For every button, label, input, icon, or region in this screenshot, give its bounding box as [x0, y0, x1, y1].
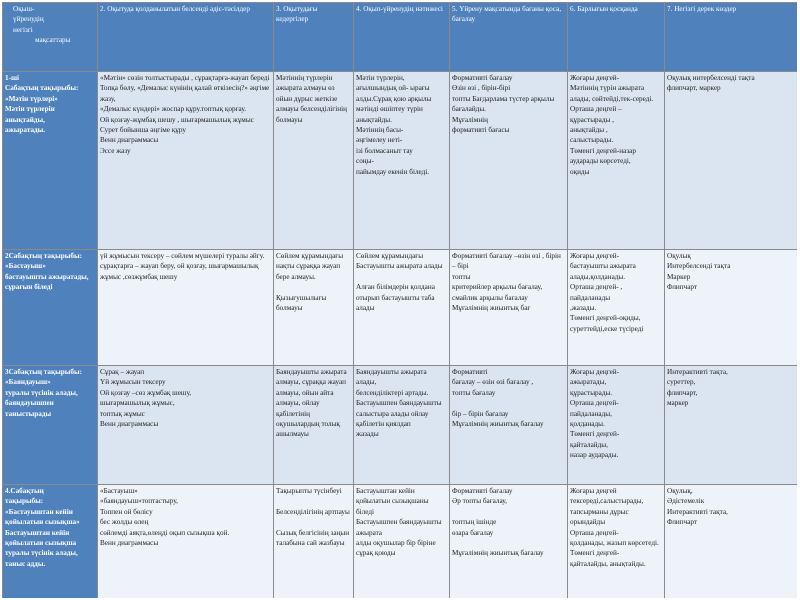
cell-line: Интерактивті тақта, — [667, 507, 728, 516]
cell-line: 2Сабақтың тақырыбы: «Бастауыш» — [5, 252, 82, 271]
cell-line: Ой қозғау –сөз жұмбақ шешу, — [100, 388, 192, 397]
table-cell — [274, 485, 354, 599]
cell-line: Белсенділігінің артпауы — [276, 507, 350, 516]
cell-line: 3. Оқытудағы кедергілер — [276, 5, 318, 24]
cell-line: Мұғалімнің — [452, 115, 489, 124]
table-cell — [665, 485, 798, 599]
cell-line: Сөйлем құрамындағы нақты сұраққа жауап бере алмауы. — [276, 252, 344, 281]
cell-line: критерийлер арқылы бағалау, смайлик арқылы бағалау — [452, 283, 543, 302]
table-cell — [665, 250, 798, 366]
cell-line: қайталайды, анықтайды. — [570, 559, 646, 568]
cell-line: тексереді,салыстырады, тапсырманы дұрыс орындайды — [570, 497, 644, 527]
cell-line: Оқулық интербелсенді тақта — [667, 74, 755, 82]
lesson-plan-table — [2, 2, 797, 598]
cell-line: Үй жұмысын тексеру — [100, 378, 166, 387]
cell-line: белсенділіктері артады. Бастауышпен баяндауышты салыстыра алады ойлау қабілетін қиялдап — [356, 388, 442, 429]
row-title-cell — [3, 72, 98, 250]
cell-line: Бастауыштан кейін қойылатын сызықшаны біледі — [356, 487, 429, 516]
cell-line: құрастырады. — [570, 388, 613, 397]
cell-line: Орташа деңгей- — [570, 528, 619, 537]
cell-line: Формативті бағалау –өзін өзі , бірін – бірі — [452, 252, 561, 271]
cell-line: Флипчарт — [667, 283, 698, 292]
cell-line: бастауышты ажыратады, сұрағын біледі — [5, 272, 89, 292]
cell-line: Баяндауышты ажырата алады, — [356, 368, 427, 387]
header-cell — [98, 3, 274, 72]
header-cell — [354, 3, 450, 72]
cell-line: «Бастауыштан кейін қойылатын сызықша» — [5, 507, 80, 527]
cell-line: топты Бағдарлама түстер арқылы бағалайды. — [452, 94, 555, 114]
table-cell — [665, 366, 798, 485]
cell-line: әңгімелеу неті- — [356, 136, 403, 145]
cell-line: Мәтін түрлерін, ағылшындық ой- ырағы алды.Сұрақ қою арқылы мәтінді өшіптеу түрін анықтайды. — [356, 74, 432, 124]
cell-line: Оқулық — [667, 252, 691, 260]
row-title-cell — [3, 250, 98, 366]
cell-line: Сұрақ – жауап — [100, 368, 145, 376]
cell-line: қолданады, жазып көрсетеді. — [570, 539, 659, 548]
table-cell — [665, 72, 798, 250]
cell-line: соңы- — [356, 157, 374, 166]
cell-line: Топпен ой бөлісу — [100, 507, 153, 516]
table-cell — [98, 366, 274, 485]
cell-line: салыстырады. — [570, 136, 614, 145]
table-cell — [274, 366, 354, 485]
table-cell — [98, 485, 274, 599]
cell-line: Формативті бағалау — [452, 74, 513, 82]
cell-line: суреттейді,еске түсіреді — [570, 324, 644, 333]
cell-line: Венн диаграммасы — [100, 420, 159, 429]
cell-line: ажыратады. — [5, 126, 46, 135]
table-cell — [354, 366, 450, 485]
cell-line: Мәтін түрлерін — [5, 105, 55, 114]
cell-line: Мәтіннің түрін ажырата алады, сөйтейді,тек-середі. — [570, 84, 654, 103]
cell-line: ажыратады, — [570, 378, 607, 387]
cell-line: маркер — [667, 399, 689, 408]
cell-line: Венн диаграммасы — [100, 136, 159, 145]
cell-line: 1-ші — [5, 74, 20, 82]
cell-line: қолданады. — [570, 420, 605, 429]
cell-line: Маркер — [667, 272, 691, 281]
cell-line: 3Сабақтың тақырыбы: — [5, 368, 82, 376]
header-row — [3, 3, 798, 72]
cell-line: Интербелсенді тақта — [667, 262, 731, 271]
table-cell — [568, 485, 665, 599]
table-cell — [354, 250, 450, 366]
cell-line: 4. Оқып-үйренудің нәтижесі — [356, 5, 443, 13]
cell-line: сөйлемді аяқта,өлеңді оқып сызықша қой. — [100, 528, 230, 537]
header-cell — [450, 3, 568, 72]
table-cell — [450, 366, 568, 485]
table-cell — [354, 72, 450, 250]
cell-line: Венн диаграммасы — [100, 539, 159, 548]
cell-line: Тақырыпты түсінбеуі — [276, 487, 342, 495]
cell-line: Бастауышпен баяндауышты ажырата — [356, 518, 442, 537]
cell-line — [452, 538, 565, 548]
cell-line: Формативті бағалау — [452, 487, 513, 495]
cell-line: шығармашылық жұмыс, — [100, 399, 175, 408]
cell-line: таныстырады — [5, 409, 52, 418]
cell-line — [276, 517, 351, 527]
table-row — [3, 72, 798, 250]
cell-line — [276, 496, 351, 506]
cell-line: ,жазады. — [570, 304, 597, 313]
table-row — [3, 250, 798, 366]
cell-line: Жоғары деңгей- — [570, 252, 620, 260]
cell-line: алды оқушылар бір біріне сұрақ қоюды — [356, 539, 436, 558]
cell-line: мақсаттары — [35, 36, 71, 45]
cell-line: тақырыбы: — [5, 497, 44, 506]
cell-line: суреттер, — [667, 378, 696, 387]
table-cell — [568, 72, 665, 250]
cell-line: Әр топты бағалау, — [452, 497, 507, 506]
cell-line: Ой қозғау-жұмбақ шешу , шығармашылық жұмыс — [100, 115, 254, 124]
cell-line: Төменгі деңгей- — [570, 430, 620, 439]
cell-line: пайдаланады, — [570, 409, 612, 418]
cell-line: «Бастауыш» — [100, 487, 138, 495]
cell-line: Орташа деңгей- — [570, 399, 619, 408]
cell-line: Формативті — [452, 368, 488, 376]
header-cell — [665, 3, 798, 72]
cell-line: бағалау – өзін өзі бағалау , — [452, 378, 534, 387]
cell-line: формативті бағасы — [452, 126, 510, 135]
cell-line: Эссе жазу — [100, 146, 131, 155]
row-title-cell — [3, 485, 98, 599]
cell-line: Өзін өзі , бірін-бірі — [452, 84, 511, 93]
cell-line: Баяндауышты ажырата алмауы, сұраққа жауап алмауы, ойын айта алмауы, ойлау қабілетінің оқушылардың толық ашылмауы — [276, 368, 347, 439]
cell-line — [276, 282, 351, 292]
cell-line: оқиды — [570, 167, 590, 176]
cell-line: топты — [452, 272, 471, 281]
cell-line: 6. Барлығын қосқанда — [570, 5, 638, 13]
table-row — [3, 366, 798, 485]
cell-line: туралы түсінік алады, — [5, 388, 78, 397]
cell-line: Алған білімдерін қолдана отырып бастауышты таба алады — [356, 283, 435, 313]
cell-line: Төменгі деңгей- — [570, 549, 620, 558]
cell-line: Орташа деңгей- , — [570, 283, 623, 292]
header-cell — [568, 3, 665, 72]
cell-line: «баяндауыш»топтастыру, — [100, 497, 178, 506]
cell-line: Оқыш- — [13, 5, 35, 13]
cell-line: үйренудің — [13, 15, 44, 24]
cell-line: «Демалыс күндері» жоспар құру.топтық қорғау. — [100, 105, 246, 114]
cell-line: бір – бірін бағалау — [452, 409, 509, 418]
table-row — [3, 485, 798, 599]
cell-line: топтық жұмыс — [100, 409, 145, 418]
cell-line: қайталайды, — [570, 440, 608, 449]
table-cell — [450, 485, 568, 599]
cell-line: Сызық белгісінің заңын талабына сай жазбауы — [276, 528, 350, 548]
cell-line: пайымдау екенін біледі. — [356, 167, 430, 176]
cell-line: Әдістемелік — [667, 497, 705, 506]
table-cell — [568, 366, 665, 485]
row-title-cell — [3, 366, 98, 485]
table-cell — [568, 250, 665, 366]
cell-line: 5. Үйрену мақсатында бағаны қоса, бағалау — [452, 5, 562, 24]
cell-line — [452, 507, 565, 517]
cell-line: Мұғалімнің жиынтық бағалау — [452, 549, 544, 558]
cell-line — [452, 398, 565, 408]
cell-line: Сабақтың тақырыбы: — [5, 84, 79, 93]
header-cell — [3, 3, 98, 72]
cell-line: негізгі — [13, 25, 33, 34]
cell-line: топты бағалау — [452, 388, 496, 397]
table-cell — [354, 485, 450, 599]
cell-line: сұрақтарға – жауап беру, ой қозғау, шығармашылық жұмыс ,сөзжұмбақ шешу — [100, 262, 259, 281]
cell-line: назар аударады. — [570, 451, 619, 460]
cell-line: құрастырады , — [570, 115, 614, 124]
cell-line: жазады — [356, 430, 379, 439]
table-cell — [450, 250, 568, 366]
cell-line: бастауышты ажырата алады,қолданады. — [570, 262, 636, 281]
table-cell — [450, 72, 568, 250]
cell-line: Сурет бойынша әңгіме құру — [100, 126, 186, 135]
cell-line: Жоғары деңгей — [570, 487, 617, 495]
cell-line: Мұғалімнің жиынтық бағ — [452, 304, 531, 313]
cell-line: 4.Сабақтың — [5, 487, 44, 495]
cell-line: Мәтіннің басы- — [356, 126, 404, 135]
cell-line: Төменгі деңгей-назар аударады көрсетеді, — [570, 146, 636, 166]
cell-line: «Баяндауыш» — [5, 378, 51, 387]
cell-line: Мәтіннің түрлерін ажырата алмауы өз ойын дұрыс жеткізе алмауы белсенділігінің болмауы — [276, 74, 347, 124]
table-cell — [274, 250, 354, 366]
table-cell — [98, 250, 274, 366]
cell-line: өзара бағалау — [452, 528, 494, 537]
cell-line: ізі болмасаныт тау — [356, 146, 413, 155]
cell-line: «Мәтін түрлері» — [5, 94, 58, 103]
cell-line: Флипчарт — [667, 518, 698, 527]
cell-line: Төменгі деңгей-оқиды, — [570, 314, 641, 323]
cell-line: Оқулық, — [667, 487, 693, 495]
cell-line: 2. Оқытуда қолданылатын белсенді әдіс-тәсілдер — [100, 5, 250, 13]
cell-line — [356, 272, 447, 282]
cell-line: флипчарт, — [667, 388, 698, 397]
cell-line: флипчарт, маркер — [667, 84, 721, 93]
cell-line: үй жұмысын тексеру – сөйлем мүшелері туралы әйгу. — [100, 252, 265, 260]
cell-line: Орташа деңгей – — [570, 105, 622, 114]
cell-line: Жоғары деңгей- — [570, 368, 620, 376]
cell-line: топтың ішінде — [452, 518, 497, 527]
cell-line: анықтайды , — [570, 126, 608, 135]
cell-line: Жоғары деңгей- — [570, 74, 620, 82]
cell-line: «Мәтін» сөзін толтыстырады , сұрақтарға-жауап береді Топқа бөлу, «Демалыс күнінің қалай өткізесің?» әңгіме жазу, — [100, 74, 270, 103]
header-cell — [274, 3, 354, 72]
cell-line: Мұғалімнің жиынтық бағалау — [452, 420, 544, 429]
cell-line: бес жолды өлең — [100, 518, 149, 527]
cell-line: Қызығушылығы болмауы — [276, 293, 327, 313]
table-cell — [98, 72, 274, 250]
cell-line: Интерактивті тақта, — [667, 368, 728, 376]
cell-line: баяндауышпен — [5, 399, 54, 408]
table-cell — [274, 72, 354, 250]
cell-line: Сөйлем құрамындағы Бастауышты ажырата алады — [356, 252, 443, 271]
cell-line: пайдаланады — [570, 293, 611, 302]
cell-line: 7. Негізгі дерек көздер — [667, 5, 737, 13]
cell-line: анықтайды, — [5, 115, 45, 124]
cell-line: Бастауыштан кейін қойылатын сызықша туралы түсінік алады, таныс адды. — [5, 528, 78, 568]
document-page — [2, 2, 797, 598]
